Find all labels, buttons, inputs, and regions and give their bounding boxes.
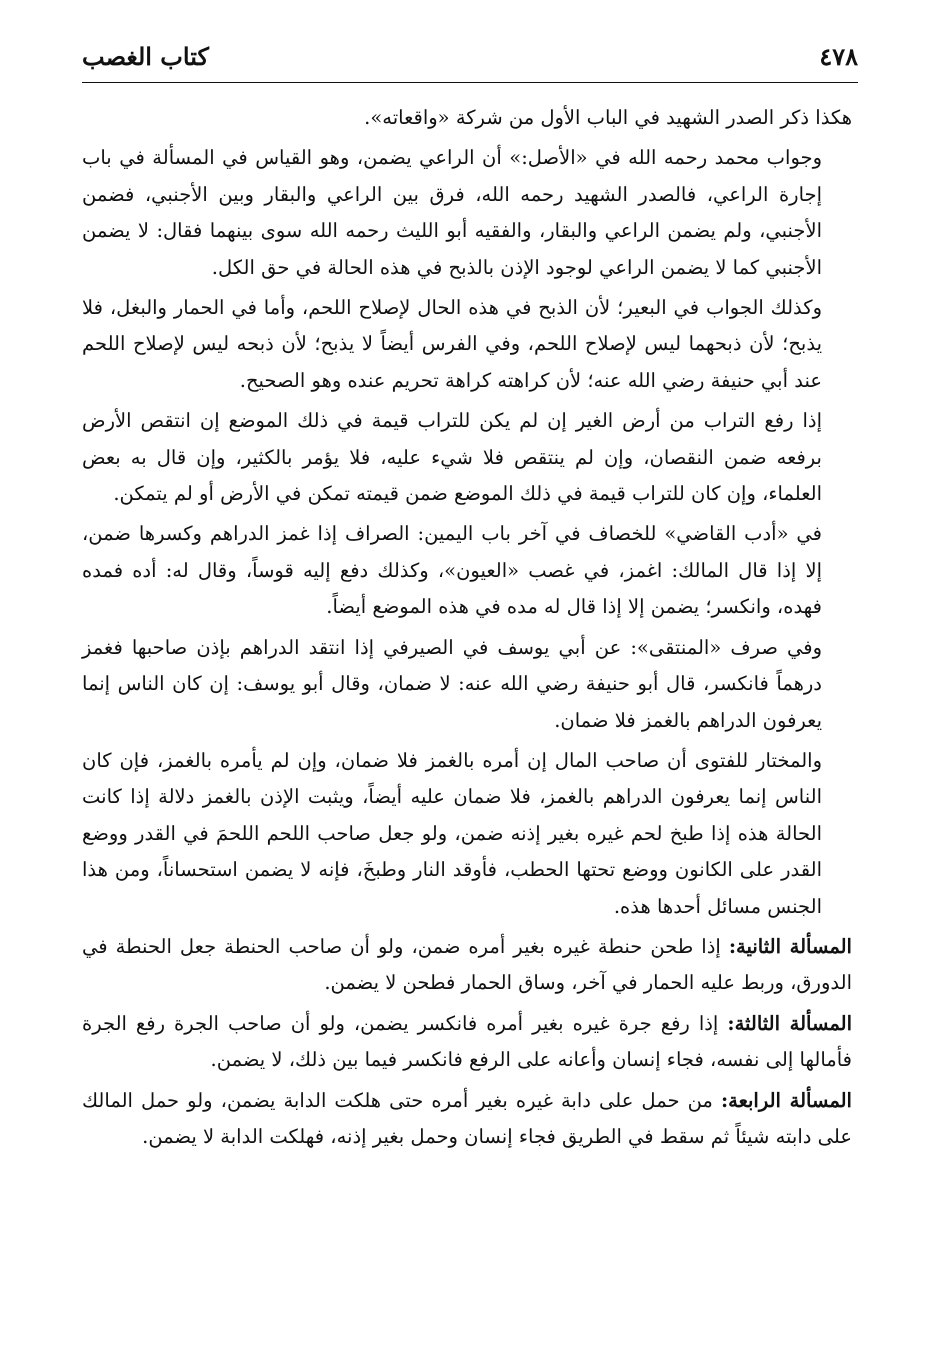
paragraph bbox=[82, 516, 852, 625]
paragraph-text: إذا رفع التراب من أرض الغير إن لم يكن للتراب قيمة في ذلك الموضع إن انتقص الأرض برفعه ضمن النقصان، وإن لم ينتقص فلا شيء عليه، فلا يؤمر بالكثير، وإن قال به بعض العلماء، وإن كان للتراب قيمة في ذلك الموضع ضمن قيمته تمكن في الأرض أو لم يتمكن. bbox=[82, 409, 822, 506]
page-number: ٤٧٨ bbox=[819, 42, 858, 71]
paragraph-text: وكذلك الجواب في البعير؛ لأن الذبح في هذه الحال لإصلاح اللحم، وأما في الحمار والبغل، فلا يذبح؛ لأن ذبحهما ليس لإصلاح اللحم، وفي الفرس أيضاً لا يذبح؛ لأن ذبحه ليس لإصلاح اللحم عند أبي حنيفة رضي الله عنه؛ لأن كراهته كراهة تحريم عنده وهو الصحيح. bbox=[82, 296, 822, 392]
paragraph bbox=[82, 140, 852, 286]
paragraph bbox=[82, 100, 852, 136]
page-header bbox=[82, 38, 858, 78]
paragraph-text: هكذا ذكر الصدر الشهيد في الباب الأول من شركة «واقعاته». bbox=[364, 106, 852, 129]
page-body bbox=[82, 100, 852, 1159]
paragraph-text: من حمل على دابة غيره بغير أمره حتى هلكت الدابة يضمن، ولو حمل المالك على دابته شيئاً ثم سقط في الطريق فجاء إنسان وحمل بغير إذنه، فهلكت الدابة لا يضمن. bbox=[82, 1088, 852, 1148]
chapter-title: كتاب الغصب bbox=[82, 42, 209, 71]
paragraph bbox=[82, 1083, 852, 1156]
paragraph bbox=[82, 403, 852, 512]
paragraph-text: إذا رفع جرة غيره بغير أمره فانكسر يضمن، ولو أن صاحب الجرة رفع الجرة فأمالها إلى نفسه، فجاء إنسان وأعانه على الرفع فانكسر فيما بين ذلك، لا يضمن. bbox=[82, 1011, 852, 1072]
paragraph bbox=[82, 290, 852, 399]
paragraph-text: إذا طحن حنطة غيره بغير أمره ضمن، ولو أن صاحب الحنطة جعل الحنطة في الدورق، وربط عليه الحمار في آخر، وساق الحمار فطحن لا يضمن. bbox=[82, 934, 852, 995]
section-heading: المسألة الثانية: bbox=[728, 934, 852, 958]
paragraph-text: والمختار للفتوى أن صاحب المال إن أمره بالغمز فلا ضمان، وإن لم يأمره بالغمز، فإن كان الناس إنما يعرفون الدراهم بالغمز، فلا ضمان عليه أيضاً، ويثبت الإذن بالغمز دلالة إذا كانت الحالة هذه إذا طبخ لحم غيره بغير إذنه ضمن، ولو جعل صاحب اللحم اللحمَ في القدر ووضع القدر على الكانون ووضع تحتها الحطب، فأوقد النار وطبخَ، فإنه لا يضمن استحساناً، ومن هذا الجنس مسائل أحدها هذه. bbox=[82, 748, 822, 918]
section-heading: المسألة الرابعة: bbox=[720, 1088, 852, 1112]
paragraph bbox=[82, 1006, 852, 1079]
paragraph bbox=[82, 743, 852, 925]
paragraph bbox=[82, 630, 852, 739]
paragraph-text: في «أدب القاضي» للخصاف في آخر باب اليمين: الصراف إذا غمز الدراهم وكسرها ضمن، إلا إذا قال المالك: اغمز، في غصب «العيون»، وكذلك دفع إليه قوساً، وقال له: أده فمده فهده، وانكسر؛ يضمن إلا إذا قال له مده في هذه الموضع أيضاً. bbox=[82, 522, 822, 619]
paragraph-text: وجواب محمد رحمه الله في «الأصل:» أن الراعي يضمن، وهو القياس في المسألة في باب إجارة الراعي، فالصدر الشهيد رحمه الله، فرق بين الراعي والبقار وبين الأجنبي، فضمن الأجنبي، ولم يضمن الراعي والبقار، والفقيه أبو الليث رحمه الله سوى بينهما فقال: لا يضمن الأجنبي كما لا يضمن الراعي لوجود الإذن بالذبح في هذه الحالة في حق الكل. bbox=[82, 146, 822, 279]
paragraph-text: وفي صرف «المنتقى»: عن أبي يوسف في الصيرفي إذا انتقد الدراهم بإذن صاحبها فغمز درهماً فانكسر، قال أبو حنيفة رضي الله عنه: لا ضمان، وقال أبو يوسف: إن كان الناس إنما يعرفون الدراهم بالغمز فلا ضمان. bbox=[82, 635, 822, 732]
section-heading: المسألة الثالثة: bbox=[727, 1011, 853, 1035]
header-divider bbox=[82, 82, 858, 83]
paragraph bbox=[82, 929, 852, 1002]
